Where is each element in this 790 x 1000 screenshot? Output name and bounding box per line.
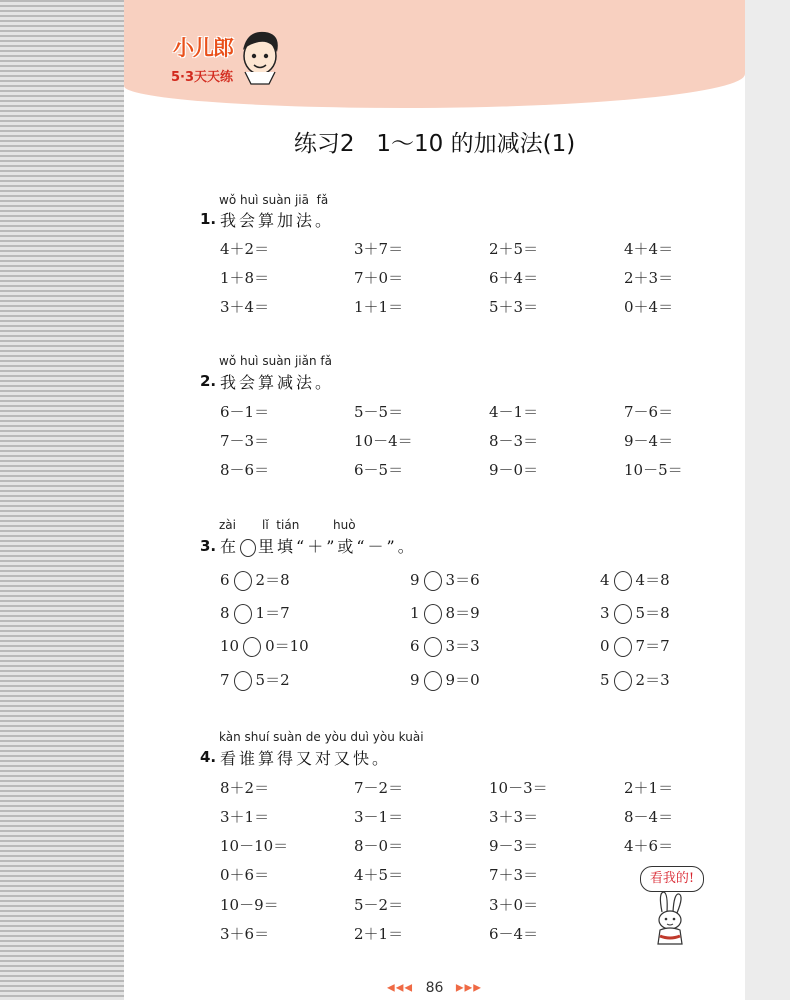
q3-item: [410, 602, 480, 624]
q4-equation: 8－0＝: [354, 837, 404, 855]
q3-right: 5＝8: [635, 604, 670, 622]
q3-item: [600, 602, 670, 624]
q3-left: 6: [410, 637, 420, 655]
page-number-text: 86: [425, 980, 444, 996]
q4-equation: 4＋6＝: [624, 837, 674, 855]
q3-left: 10: [220, 637, 240, 655]
q3-right: 1＝7: [255, 604, 290, 622]
q2-equation: 6－1＝: [220, 403, 270, 421]
q3-instruction: [220, 534, 417, 557]
q1-equation: 3＋7＝: [354, 240, 404, 258]
q1-equation: 2＋5＝: [489, 240, 539, 258]
q1-instruction: 我会算加法。: [220, 211, 335, 230]
q1-equation: 1＋8＝: [220, 269, 270, 287]
q3-left: 7: [220, 671, 230, 689]
q2-equation: 7－3＝: [220, 432, 270, 450]
q1-equation: 3＋4＝: [220, 298, 270, 316]
q1-equation: 2＋3＝: [624, 269, 674, 287]
q3-right: 8＝9: [445, 604, 480, 622]
q2-equation: 10－5＝: [624, 461, 683, 479]
q1-pinyin: wǒ huì suàn jiā fǎ: [219, 193, 329, 207]
q3-right: 4＝8: [635, 571, 670, 589]
q3-item: [600, 635, 670, 657]
q3-right: 0＝10: [265, 637, 309, 655]
q1-equation: 6＋4＝: [489, 269, 539, 287]
q2-number: 2.: [200, 372, 217, 390]
answer-circle[interactable]: [424, 604, 442, 624]
q3-left: 6: [220, 571, 230, 589]
right-margin: [745, 0, 790, 1000]
prev-arrows-icon: ◀◀◀: [387, 982, 414, 994]
q3-left: 0: [600, 637, 610, 655]
q3-right: 5＝2: [255, 671, 290, 689]
q3-number: 3.: [200, 537, 217, 555]
q4-equation: 7＋3＝: [489, 866, 539, 884]
answer-circle[interactable]: [614, 571, 632, 591]
q4-equation: 10－10＝: [220, 837, 289, 855]
answer-circle[interactable]: [424, 637, 442, 657]
q4-instruction: 看谁算得又对又快。: [220, 749, 392, 768]
q4-equation: 2＋1＝: [354, 925, 404, 943]
answer-circle[interactable]: [614, 637, 632, 657]
q1-equation: 4＋4＝: [624, 240, 674, 258]
q2-equation: 9－0＝: [489, 461, 539, 479]
q2-equation: 8－6＝: [220, 461, 270, 479]
q2-instruction: 我会算减法。: [220, 373, 335, 392]
q4-equation: 3－1＝: [354, 808, 404, 826]
q3-left: 1: [410, 604, 420, 622]
q3-right: 2＝8: [255, 571, 290, 589]
q4-equation: 8＋2＝: [220, 779, 270, 797]
q3-right: 7＝7: [635, 637, 670, 655]
answer-circle[interactable]: [234, 671, 252, 691]
speech-bubble: 看我的!: [640, 866, 704, 892]
q4-equation: 3＋3＝: [489, 808, 539, 826]
q4-equation: 10－9＝: [220, 896, 279, 914]
q3-item: [220, 669, 290, 691]
logo-title: 小儿郎: [173, 36, 233, 60]
q2-equation: 4－1＝: [489, 403, 539, 421]
q1-number: 1.: [200, 210, 217, 228]
q3-pinyin-huo: huò: [333, 518, 356, 532]
answer-circle[interactable]: [234, 604, 252, 624]
q3-text-after: 里填“＋”或“－”。: [258, 537, 417, 556]
q4-equation: 2＋1＝: [624, 779, 674, 797]
q3-left: 9: [410, 571, 420, 589]
q3-item: [220, 602, 290, 624]
q4-pinyin: kàn shuí suàn de yòu duì yòu kuài: [219, 730, 424, 744]
q4-number: 4.: [200, 748, 217, 766]
q3-right: 3＝6: [445, 571, 480, 589]
q3-left: 9: [410, 671, 420, 689]
q4-equation: 9－3＝: [489, 837, 539, 855]
q4-equation: 0＋6＝: [220, 866, 270, 884]
q1-equation: 4＋2＝: [220, 240, 270, 258]
answer-circle[interactable]: [424, 571, 442, 591]
q3-item: [220, 635, 309, 657]
q2-equation: 7－6＝: [624, 403, 674, 421]
answer-circle[interactable]: [243, 637, 261, 657]
q1-equation: 0＋4＝: [624, 298, 674, 316]
q1-equation: 5＋3＝: [489, 298, 539, 316]
q3-text-before: 在: [220, 537, 240, 556]
q4-equation: 10－3＝: [489, 779, 548, 797]
answer-circle[interactable]: [614, 604, 632, 624]
answer-circle[interactable]: [424, 671, 442, 691]
q2-equation: 6－5＝: [354, 461, 404, 479]
answer-circle[interactable]: [234, 571, 252, 591]
q2-equation: 5－5＝: [354, 403, 404, 421]
q2-pinyin: wǒ huì suàn jiǎn fǎ: [219, 354, 332, 368]
q3-item: [220, 569, 290, 591]
left-margin-stripes: [0, 0, 124, 1000]
q3-item: [410, 569, 480, 591]
q3-left: 4: [600, 571, 610, 589]
next-arrows-icon: ▶▶▶: [455, 982, 482, 994]
q2-equation: 9－4＝: [624, 432, 674, 450]
q3-left: 5: [600, 671, 610, 689]
page-number: [124, 980, 745, 996]
q1-equation: 7＋0＝: [354, 269, 404, 287]
boy-mascot-icon: [237, 26, 283, 86]
q3-pinyin-litian: lǐ tián: [262, 518, 300, 532]
q3-left: 8: [220, 604, 230, 622]
q3-right: 2＝3: [635, 671, 670, 689]
page-title: 练习2 1～10 的加减法(1): [293, 131, 576, 157]
q4-equation: 3＋0＝: [489, 896, 539, 914]
q3-pinyin-zai: zài: [219, 518, 236, 532]
q3-item: [410, 669, 480, 691]
q2-equation: 10－4＝: [354, 432, 413, 450]
q4-equation: 4＋5＝: [354, 866, 404, 884]
q3-item: [410, 635, 480, 657]
q4-equation: 3＋1＝: [220, 808, 270, 826]
q4-equation: 3＋6＝: [220, 925, 270, 943]
q2-equation: 8－3＝: [489, 432, 539, 450]
bunny-mascot-icon: [646, 890, 694, 946]
q3-item: [600, 669, 670, 691]
q3-item: [600, 569, 670, 591]
q4-equation: 6－4＝: [489, 925, 539, 943]
brand-logo: [165, 22, 285, 92]
answer-circle[interactable]: [614, 671, 632, 691]
q3-right: 3＝3: [445, 637, 480, 655]
q1-equation: 1＋1＝: [354, 298, 404, 316]
answer-circle-icon: [240, 539, 256, 557]
logo-subtitle: 5·3天天练: [171, 70, 234, 85]
q4-equation: 5－2＝: [354, 896, 404, 914]
q3-right: 9＝0: [445, 671, 480, 689]
q4-equation: 8－4＝: [624, 808, 674, 826]
q4-equation: 7－2＝: [354, 779, 404, 797]
q3-left: 3: [600, 604, 610, 622]
